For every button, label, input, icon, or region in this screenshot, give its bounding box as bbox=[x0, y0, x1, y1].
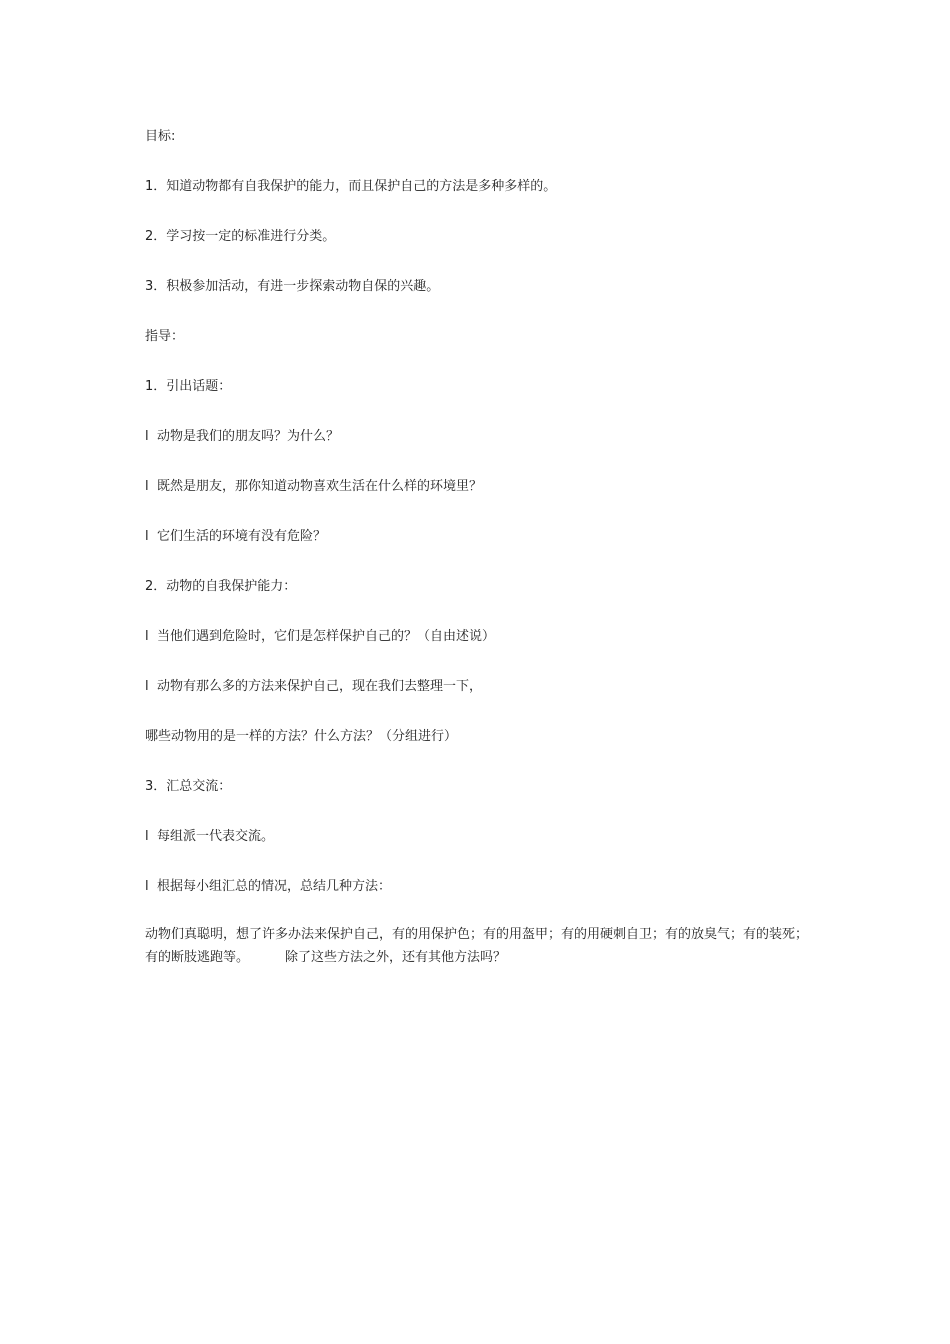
step-1-heading: 1．引出话题： bbox=[145, 379, 232, 394]
question-item-2 bbox=[145, 477, 810, 497]
goals-heading: 目标: bbox=[145, 129, 176, 144]
bullet-glyph: l bbox=[145, 529, 149, 544]
question-text: 根据每小组汇总的情况，总结几种方法： bbox=[157, 879, 392, 894]
question-item-6 bbox=[145, 827, 810, 847]
step-2-heading: 2．动物的自我保护能力： bbox=[145, 579, 297, 594]
bullet-glyph: l bbox=[145, 629, 149, 644]
summary-paragraph bbox=[145, 923, 810, 969]
guide-heading: 指导： bbox=[145, 329, 185, 344]
bullet-glyph: l bbox=[145, 829, 149, 844]
bullet-glyph: l bbox=[145, 879, 149, 894]
goal-item-2: 2．学习按一定的标准进行分类。 bbox=[145, 229, 336, 244]
question-item-5 bbox=[145, 677, 810, 697]
question-item-7 bbox=[145, 877, 810, 897]
question-item-3 bbox=[145, 527, 810, 547]
question-text: 每组派一代表交流。 bbox=[157, 829, 275, 844]
bullet-glyph: l bbox=[145, 679, 149, 694]
question-text: 动物是我们的朋友吗？为什么？ bbox=[157, 429, 340, 444]
question-text: 既然是朋友，那你知道动物喜欢生活在什么样的环境里？ bbox=[157, 479, 483, 494]
goal-item-3: 3．积极参加活动，有进一步探索动物自保的兴趣。 bbox=[145, 279, 440, 294]
question-text: 当他们遇到危险时，它们是怎样保护自己的？（自由述说） bbox=[157, 629, 496, 644]
document-body bbox=[145, 127, 810, 999]
question-text: 动物有那么多的方法来保护自己，现在我们去整理一下， bbox=[157, 679, 483, 694]
step-3-heading: 3．汇总交流： bbox=[145, 779, 232, 794]
question-item-5-continued: 哪些动物用的是一样的方法？什么方法？（分组进行） bbox=[145, 729, 458, 744]
question-item-4 bbox=[145, 627, 810, 647]
bullet-glyph: l bbox=[145, 479, 149, 494]
goal-item-1: 1．知道动物都有自我保护的能力，而且保护自己的方法是多种多样的。 bbox=[145, 179, 557, 194]
bullet-glyph: l bbox=[145, 429, 149, 444]
summary-followup-text: 除了这些方法之外，还有其他方法吗？ bbox=[285, 950, 507, 965]
question-item-1 bbox=[145, 427, 810, 447]
question-text: 它们生活的环境有没有危险？ bbox=[157, 529, 327, 544]
summary-text: 动物们真聪明，想了许多办法来保护自己，有的用保护色；有的用盔甲；有的用硬刺自卫；有的放臭气；有的装死；有的断肢逃跑等。 bbox=[145, 927, 809, 965]
